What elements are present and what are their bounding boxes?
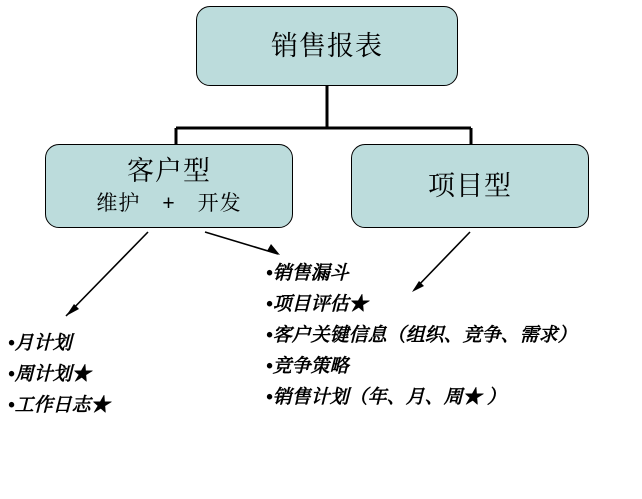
list-item: •工作日志★: [8, 395, 110, 416]
node-project-type[interactable]: [351, 144, 589, 228]
list-item: •月计划: [8, 333, 72, 354]
node-customer-type-subtitle: 维护 + 开发: [96, 192, 242, 215]
list-item: •销售计划（年、月、周★ ）: [266, 387, 506, 408]
node-sales-report[interactable]: [196, 6, 458, 86]
project-type-item-list: [266, 258, 638, 413]
node-customer-type[interactable]: [45, 144, 293, 228]
list-item: •周计划★: [8, 364, 91, 385]
list-item: •竞争策略: [266, 356, 349, 377]
node-customer-type-title: 客户型: [127, 156, 211, 186]
node-sales-report-title: 销售报表: [271, 31, 383, 61]
node-project-type-title: 项目型: [428, 171, 512, 201]
list-item: •项目评估★: [266, 294, 368, 315]
list-item: •销售漏斗: [266, 263, 349, 284]
customer-type-item-list: [8, 328, 258, 421]
list-item: •客户关键信息（组织、竞争、需求）: [266, 325, 577, 346]
